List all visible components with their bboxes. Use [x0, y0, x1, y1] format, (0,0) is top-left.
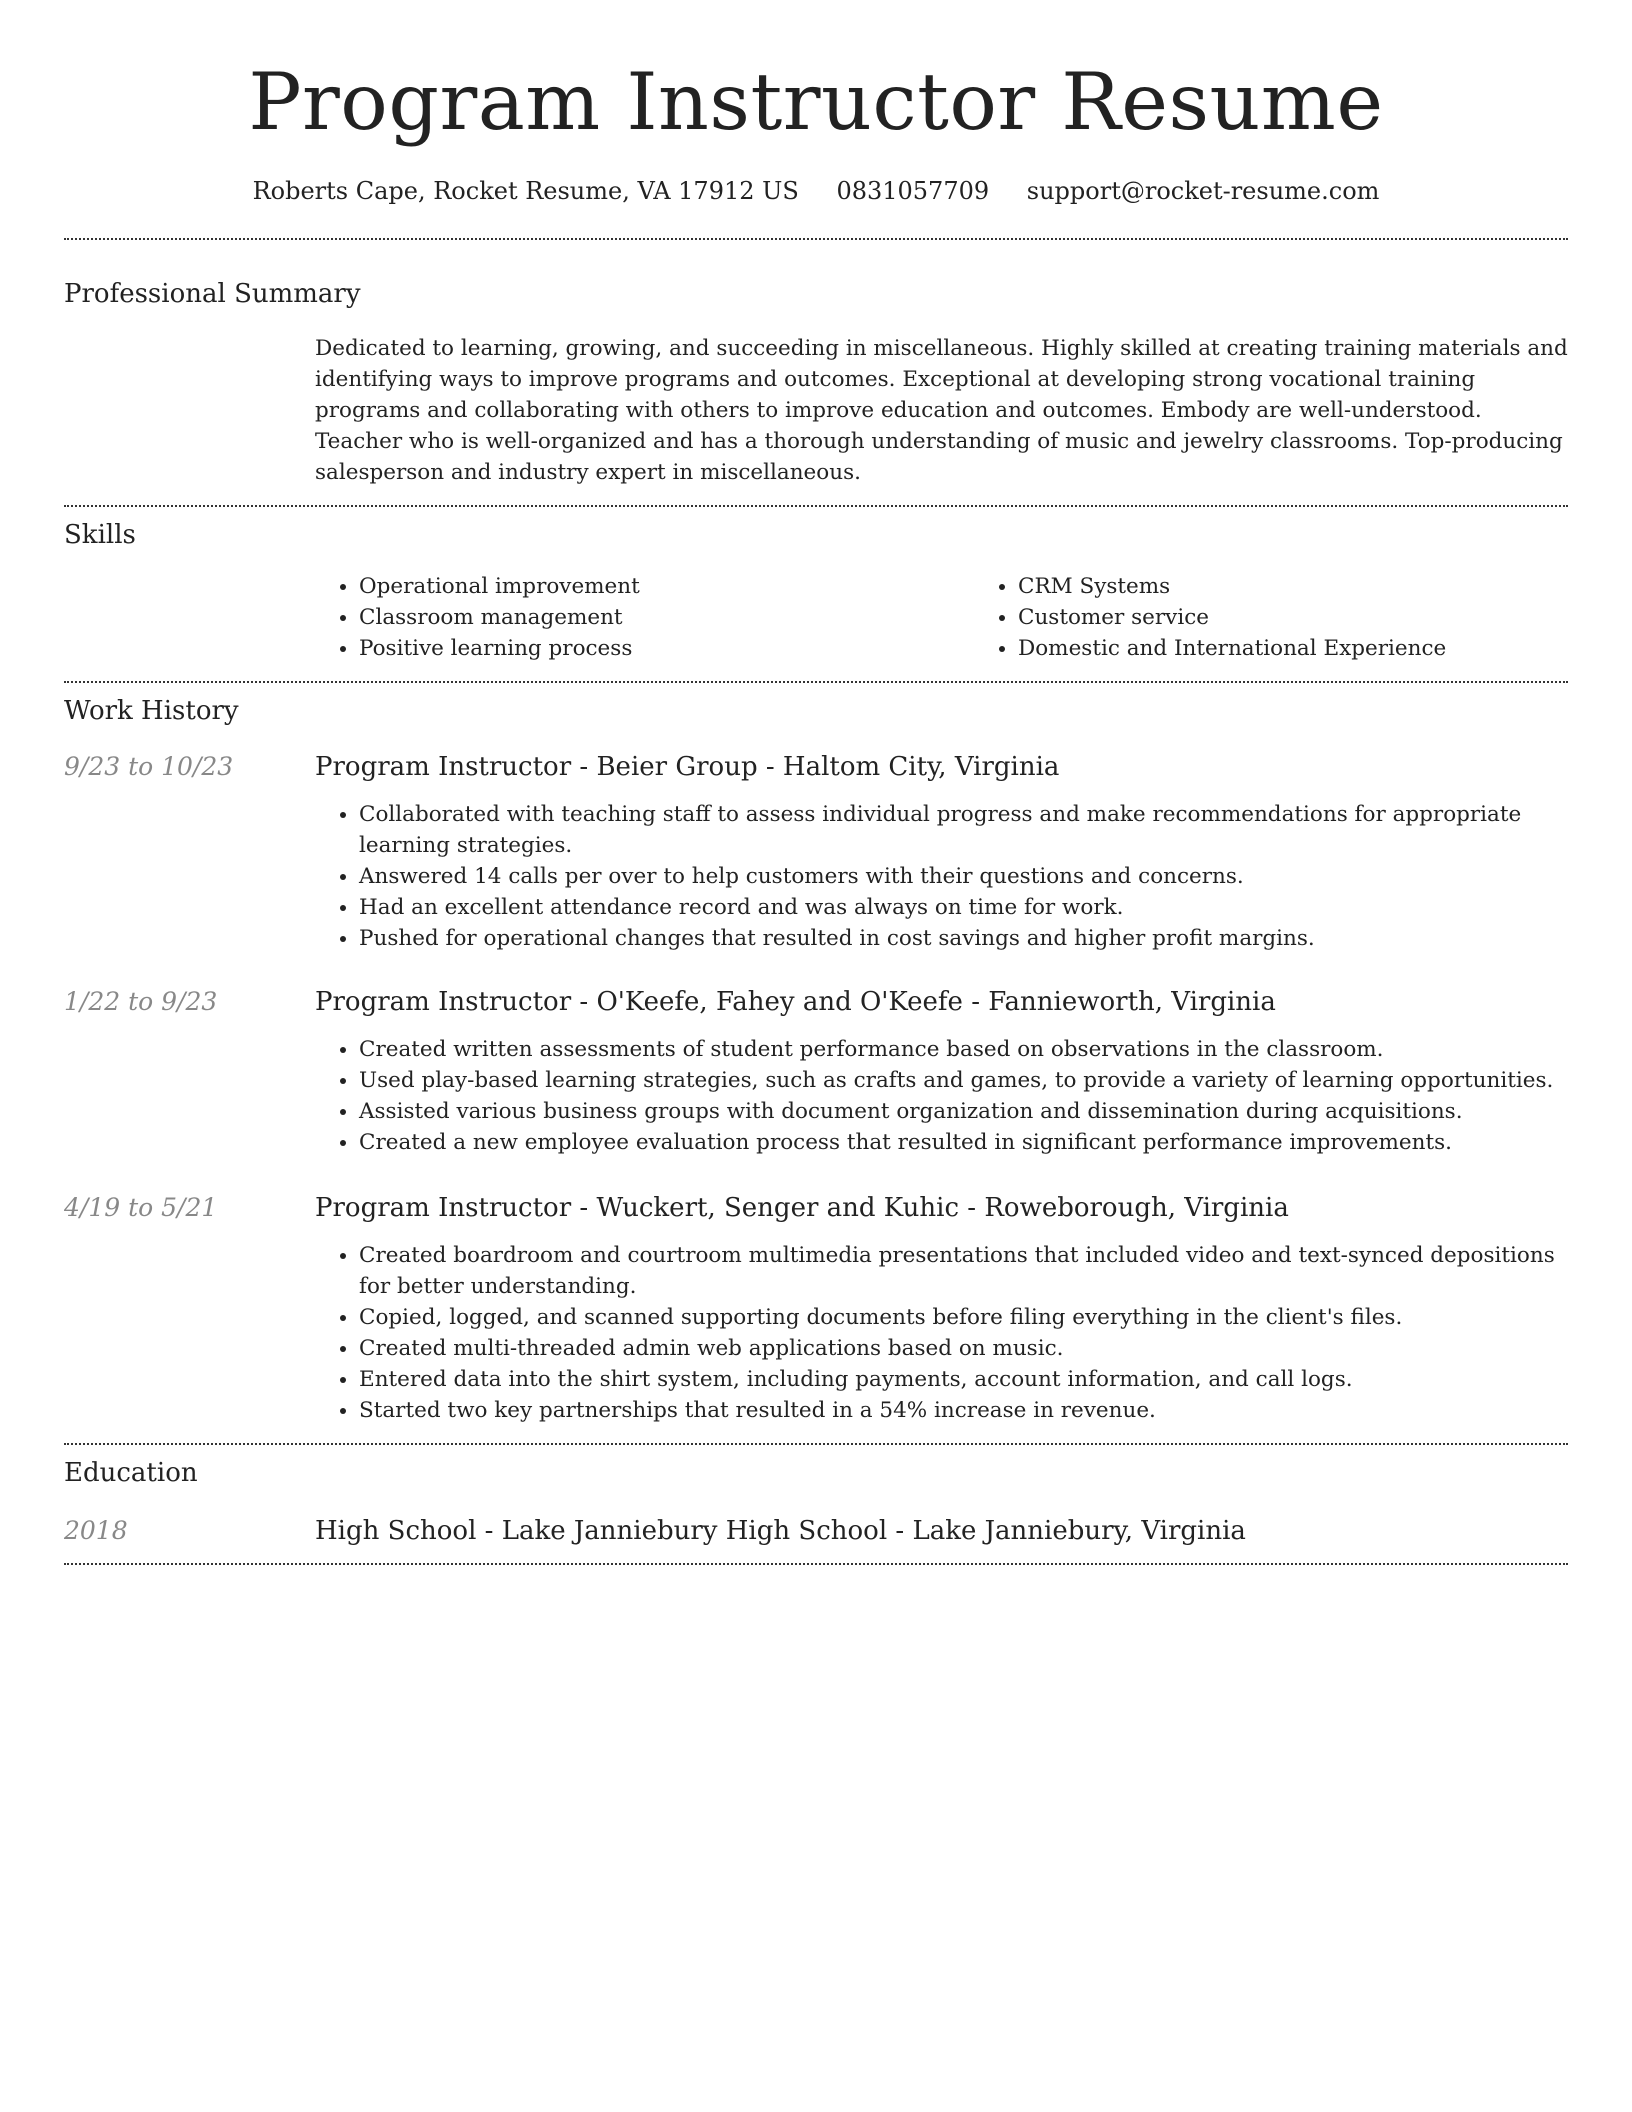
job-bullet: • Created multi-threaded admin web applications based on music.	[359, 1333, 1568, 1364]
job-entry	[64, 1191, 1568, 1426]
education-year: 2018	[64, 1516, 128, 1545]
job-title: Program Instructor - O'Keefe, Fahey and O'Keefe - Fannieworth, Virginia	[315, 987, 1276, 1017]
education-body	[315, 1514, 1568, 1548]
education-section	[64, 1456, 1568, 1548]
job-bullet: • Collaborated with teaching staff to assess individual progress and make recommendations for appropriate learning strategies.	[359, 799, 1568, 861]
skill-item: • Classroom management	[359, 602, 974, 633]
job-bullet: • Pushed for operational changes that resulted in cost savings and higher profit margins.	[359, 923, 1568, 954]
divider	[64, 505, 1568, 507]
skill-item: • Domestic and International Experience	[1018, 633, 1632, 664]
job-dates: 1/22 to 9/23	[64, 987, 218, 1016]
summary-section	[64, 277, 1568, 488]
job-bullet: • Entered data into the shirt system, including payments, account information, and call logs.	[359, 1364, 1568, 1395]
skill-item: • Positive learning process	[359, 633, 974, 664]
divider	[64, 1563, 1568, 1565]
job-bullet: • Answered 14 calls per over to help customers with their questions and concerns.	[359, 861, 1568, 892]
job-bullet: • Copied, logged, and scanned supporting documents before filing everything in the client's files.	[359, 1302, 1568, 1333]
skill-item: • Customer service	[1018, 602, 1632, 633]
education-entry	[64, 1514, 1568, 1548]
job-bullet: • Created a new employee evaluation process that resulted in significant performance improvements.	[359, 1127, 1568, 1158]
skills-list-right	[974, 571, 1632, 664]
contact-email: support@rocket-resume.com	[1026, 177, 1380, 205]
contact-line	[64, 174, 1568, 208]
job-bullet: • Created written assessments of student performance based on observations in the classroom.	[359, 1034, 1568, 1065]
job-bullets	[315, 1240, 1568, 1426]
work-heading: Work History	[64, 696, 239, 726]
job-entry	[64, 985, 1568, 1158]
job-body	[315, 985, 1568, 1158]
skills-spacer	[64, 571, 315, 664]
divider	[64, 238, 1568, 240]
education-title: High School - Lake Janniebury High School - Lake Janniebury, Virginia	[315, 1516, 1246, 1546]
job-bullet: • Started two key partnerships that resulted in a 54% increase in revenue.	[359, 1395, 1568, 1426]
skill-item: • Operational improvement	[359, 571, 974, 602]
contact-phone: 0831057709	[836, 177, 990, 205]
job-title: Program Instructor - Wuckert, Senger and Kuhic - Roweborough, Virginia	[315, 1193, 1289, 1223]
skill-item: • CRM Systems	[1018, 571, 1632, 602]
job-bullet: • Used play-based learning strategies, such as crafts and games, to provide a variety of learning opportunities.	[359, 1065, 1568, 1096]
divider	[64, 1443, 1568, 1445]
skills-grid	[315, 571, 1632, 664]
job-entry	[64, 750, 1568, 954]
divider	[64, 681, 1568, 683]
education-heading: Education	[64, 1458, 198, 1488]
summary-body	[315, 333, 1568, 488]
job-bullet: • Had an excellent attendance record and was always on time for work.	[359, 892, 1568, 923]
job-bullet: • Created boardroom and courtroom multimedia presentations that included video and text-synced depositions for better understanding.	[359, 1240, 1568, 1302]
work-section	[64, 694, 1568, 1426]
job-dates: 9/23 to 10/23	[64, 752, 234, 781]
job-body	[315, 750, 1568, 954]
contact-address: Roberts Cape, Rocket Resume, VA 17912 US	[252, 177, 799, 205]
job-bullets	[315, 799, 1568, 954]
job-bullets	[315, 1034, 1568, 1158]
skills-heading: Skills	[64, 520, 136, 550]
summary-row	[64, 333, 1568, 488]
job-bullet: • Assisted various business groups with document organization and dissemination during acquisitions.	[359, 1096, 1568, 1127]
job-title: Program Instructor - Beier Group - Haltom City, Virginia	[315, 752, 1060, 782]
page-title: Program Instructor Resume	[248, 56, 1384, 148]
job-body	[315, 1191, 1568, 1426]
summary-heading: Professional Summary	[64, 279, 361, 309]
skills-row	[64, 571, 1568, 664]
summary-spacer	[64, 333, 315, 488]
skills-section	[64, 518, 1568, 664]
summary-text: Dedicated to learning, growing, and succeeding in miscellaneous. Highly skilled at creating training materials and identifying ways to improve programs and outcomes. Exceptional at developing strong vocational training programs and collaborating with others to improve education and outcomes. Embody are well-understood. Teacher who is well-organized and has a thorough understanding of music and jewelry classrooms. Top-producing salesperson and industry expert in miscellaneous.	[315, 336, 1568, 485]
job-dates: 4/19 to 5/21	[64, 1193, 218, 1222]
skills-list-left	[315, 571, 974, 664]
